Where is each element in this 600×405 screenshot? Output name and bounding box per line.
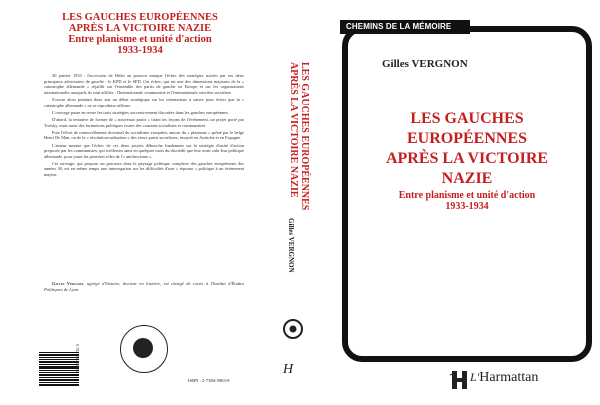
back-cover-title [40, 12, 240, 56]
back-cover [0, 0, 266, 405]
collection-seal-icon [120, 325, 168, 373]
front-title [342, 109, 592, 189]
spine-author [284, 218, 298, 298]
publisher-prefix: L' [470, 370, 480, 384]
spine-publisher-mark: H [283, 362, 294, 377]
seal-text: IMAGE [136, 344, 150, 349]
author-bio-text: , agrégé d'histoire, docteur en histoire, est chargé de cours à l'Institut d'Études Politiques de Lyon. [44, 281, 244, 292]
author-bio-paragraph [44, 281, 244, 293]
front-title-line: APRÈS LA VICTOIRE [385, 150, 549, 167]
summary-paragraph: L'auteur montre que l'échec de ces deux projets débouche finalement sur la stratégie d'unité d'action proposée par les communistes, qui scelleront ainsi en quelques mois du discrédit que leur avait valu leur politique allemande, pour jouer les premiers rôles de l'« antifascisme ». [44, 142, 244, 159]
isbn: ISBN : 2-7384-5963-8 [188, 378, 230, 383]
front-title-line: LES GAUCHES [410, 110, 524, 127]
summary-paragraph: 30 janvier 1933 : l'accession de Hitler au pouvoir marque l'échec des stratégies suivies par ses deux principaux adversaires de gauche : le KPD et le SPD. Cet échec, qui est une des dimensions majeures de la « catastrophe allemande » rejaillit sur l'ensemble des partis de gauche en Europe et sur les organisations internationales auxquels ils sont affiliés : l'Internationale communiste et l'Internationale ouvrière socialiste. [44, 73, 244, 95]
spine-title-text [288, 62, 310, 211]
summary-paragraph: L'ouvrage passe en revue les trois stratégies successivement discutées dans les gauches européennes. [52, 109, 229, 115]
author-bio [44, 281, 244, 293]
summary-paragraph: Cet ouvrage, qui propose un parcours dans le paysage politique complexe des gauches européennes des années 30, est en même temps une interrogation sur les difficultés d'une « réponse » politique à un événement majeur. [44, 160, 244, 178]
spine-author-text: Gilles VERGNON [287, 218, 295, 273]
front-title-line: NAZIE [441, 170, 493, 187]
series-banner: CHEMINS DE LA MÉMOIRE [340, 20, 470, 34]
front-subtitle [342, 190, 592, 212]
spine-title-line: APRÈS LA VICTOIRE NAZIE [288, 62, 299, 198]
back-title-line: LES GAUCHES EUROPÉENNES [62, 12, 218, 23]
back-title-line: APRÈS LA VICTOIRE NAZIE [68, 23, 212, 34]
front-author: Gilles VERGNON [382, 58, 468, 70]
back-date-line: 1933-1934 [117, 45, 163, 56]
front-subtitle-line: Entre planisme et unité d'action [398, 190, 536, 201]
publisher-logo-icon [448, 368, 470, 392]
spine [266, 0, 320, 405]
series-logo-icon [282, 318, 304, 340]
publisher-name [470, 370, 538, 386]
author-bio-name: Gilles Vergnon [52, 281, 84, 286]
publisher-wordmark: Harmattan [479, 370, 539, 385]
front-date-line: 1933-1934 [445, 201, 489, 212]
spine-title [276, 62, 310, 211]
barcode-digits: 9 782738 459639 [75, 344, 80, 372]
summary-paragraph: S'ouvre alors pendant deux ans un débat stratégique sur les orientations à suivre pour éviter que la « catastrophe allemande » ne se reproduise ailleurs. [44, 96, 244, 108]
summary-paragraph: Puis l'effort de renouvellement doctrinal du socialisme européen, autour du « planisme » prôné par le belge Henri De Man, ou de la « révolution-nalisation » des vieux partis socialistes, essayée en Autriche et en Espagne. [44, 129, 244, 141]
front-title-line: EUROPÉENNES [406, 130, 528, 147]
back-cover-summary [44, 73, 244, 179]
front-cover [320, 0, 600, 405]
summary-paragraph: D'abord, la tentative de former de « nouveaux partis » tirant les leçons de l'événement, un projet porté par Trotsky, mais aussi des formations politiques issues des courants socialistes et communistes. [44, 116, 244, 128]
spine-title-line: LES GAUCHES EUROPÉENNES [299, 62, 310, 211]
back-subtitle-line: Entre planisme et unité d'action [68, 34, 212, 45]
